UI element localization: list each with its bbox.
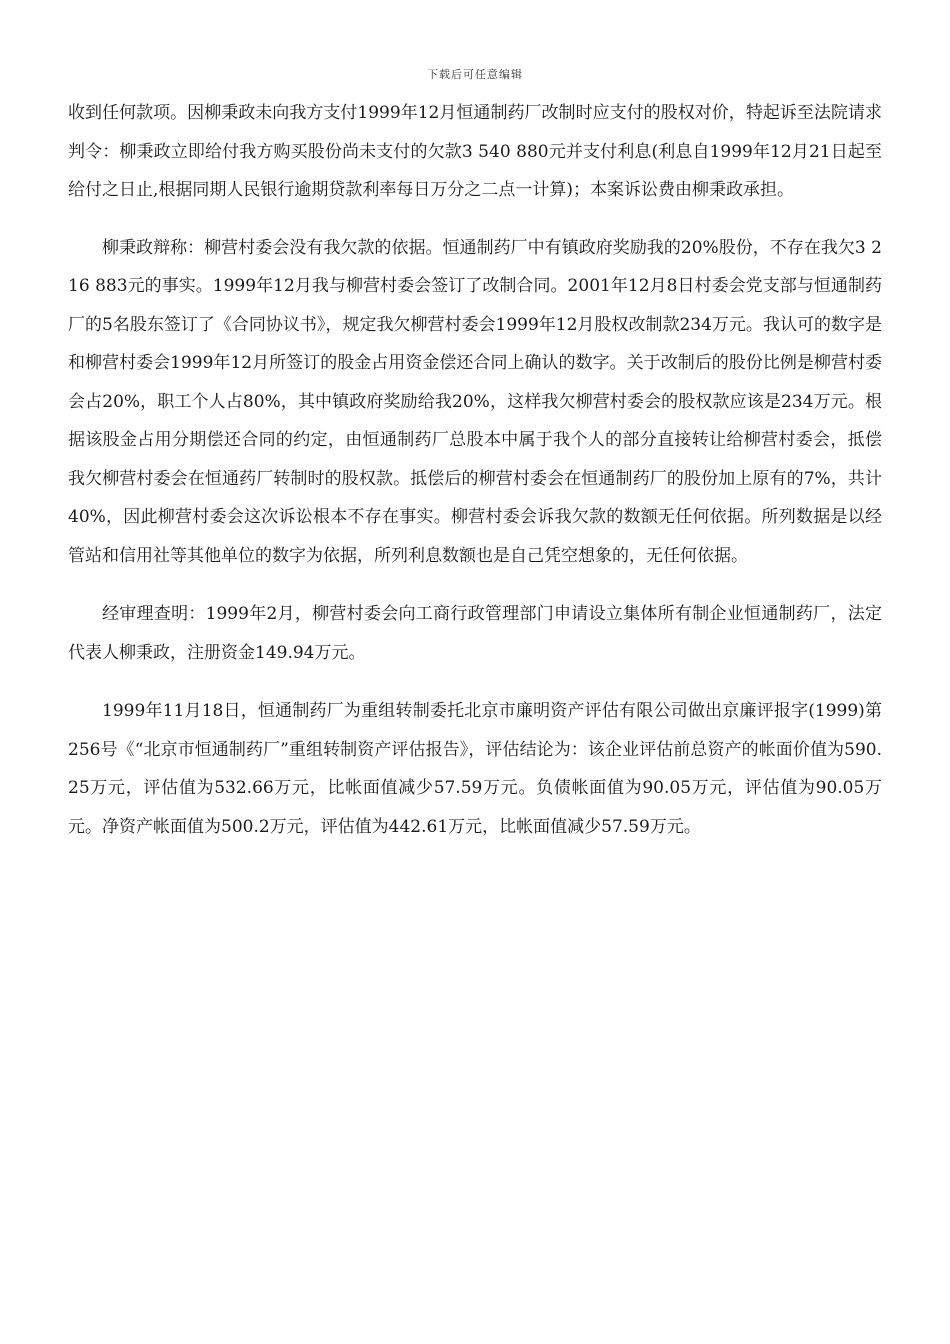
document-body	[68, 94, 882, 846]
header-note: 下载后可任意编辑	[427, 68, 523, 81]
paragraph-findings: 经审理查明：1999年2月，柳营村委会向工商行政管理部门申请设立集体所有制企业恒通制药厂，法定代表人柳秉政，注册资金149.94万元。	[68, 604, 882, 663]
paragraph-claim-continuation: 收到任何款项。因柳秉政未向我方支付1999年12月恒通制药厂改制时应支付的股权对价，特起诉至法院请求判令：柳秉政立即给付我方购买股份尚未支付的欠款3 540 880元并支付利息(利息自1999年12月21日起至给付之日止,根据同期人民银行逾期贷款利率每日万分之二点一计算)；本案诉讼费由柳秉政承担。	[68, 103, 882, 200]
paragraph-assessment: 1999年11月18日，恒通制药厂为重组转制委托北京市廉明资产评估有限公司做出京廉评报字(1999)第256号《“北京市恒通制药厂”重组转制资产评估报告》，评估结论为：该企业评估前总资产的帐面价值为590.25万元，评估值为532.66万元，比帐面值减少57.59万元。负债帐面值为90.05万元，评估值为90.05万元。净资产帐面值为500.2万元，评估值为442.61万元，比帐面值减少57.59万元。	[68, 701, 882, 837]
paragraph-defense: 柳秉政辩称：柳营村委会没有我欠款的依据。恒通制药厂中有镇政府奖励我的20%股份，不存在我欠3 216 883元的事实。1999年12月我与柳营村委会签订了改制合同。2001年12月8日村委会党支部与恒通制药厂的5名股东签订了《合同协议书》，规定我欠柳营村委会1999年12月股权改制款234万元。我认可的数字是和柳营村委会1999年12月所签订的股金占用资金偿还合同上确认的数字。关于改制后的股份比例是柳营村委会占20%，职工个人占80%，其中镇政府奖励给我20%，这样我欠柳营村委会的股权款应该是234万元。根据该股金占用分期偿还合同的约定，由恒通制药厂总股本中属于我个人的部分直接转让给柳营村委会，抵偿我欠柳营村委会在恒通药厂转制时的股权款。抵偿后的柳营村委会在恒通制药厂的股份加上原有的7%，共计40%，因此柳营村委会这次诉讼根本不存在事实。柳营村委会诉我欠款的数额无任何依据。所列数据是以经管站和信用社等其他单位的数字为依据，所列利息数额也是自己凭空想象的，无任何依据。	[68, 237, 882, 566]
